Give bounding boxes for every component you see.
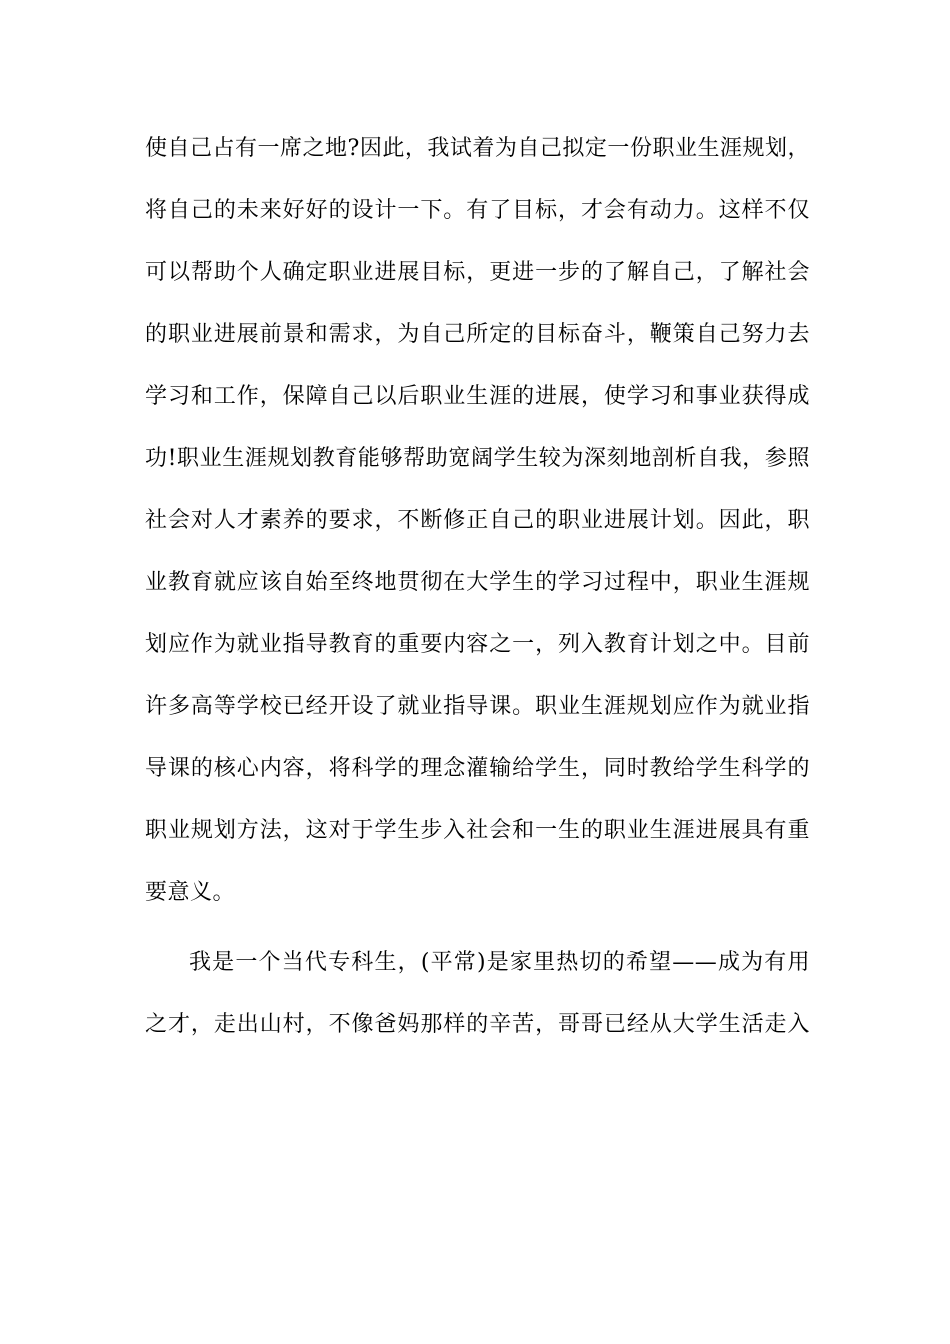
text-line: 功!职业生涯规划教育能够帮助宽阔学生较为深刻地剖析自我，参照 (145, 446, 810, 471)
text-line: 之才，走出山村，不像爸妈那样的辛苦，哥哥已经从大学生活走入 (145, 1012, 810, 1037)
text-line: 使自己占有一席之地?因此，我试着为自己拟定一份职业生涯规划， (145, 136, 810, 161)
paragraph-spacer (145, 934, 810, 942)
text-line: 可以帮助个人确定职业进展目标，更进一步的了解自己，了解社会 (145, 260, 810, 285)
paragraph-2 (145, 942, 810, 1066)
document-body (145, 128, 810, 1066)
paragraph-1 (145, 128, 810, 934)
text-line: 学习和工作，保障自己以后职业生涯的进展，使学习和事业获得成 (145, 384, 810, 409)
text-line: 社会对人才素养的要求，不断修正自己的职业进展计划。因此，职 (145, 508, 810, 533)
text-line: 许多高等学校已经开设了就业指导课。职业生涯规划应作为就业指 (145, 694, 810, 719)
text-line: 划应作为就业指导教育的重要内容之一，列入教育计划之中。目前 (145, 632, 810, 657)
text-line: 要意义。 (145, 880, 236, 905)
text-line: 的职业进展前景和需求，为自己所定的目标奋斗，鞭策自己努力去 (145, 322, 810, 347)
text-line: 职业规划方法，这对于学生步入社会和一生的职业生涯进展具有重 (145, 818, 810, 843)
text-line: 业教育就应该自始至终地贯彻在大学生的学习过程中，职业生涯规 (145, 570, 810, 595)
text-line: 导课的核心内容，将科学的理念灌输给学生，同时教给学生科学的 (145, 756, 810, 781)
text-line: 我是一个当代专科生，(平常)是家里热切的希望——成为有用 (189, 950, 810, 975)
text-line: 将自己的未来好好的设计一下。有了目标，才会有动力。这样不仅 (145, 198, 810, 223)
